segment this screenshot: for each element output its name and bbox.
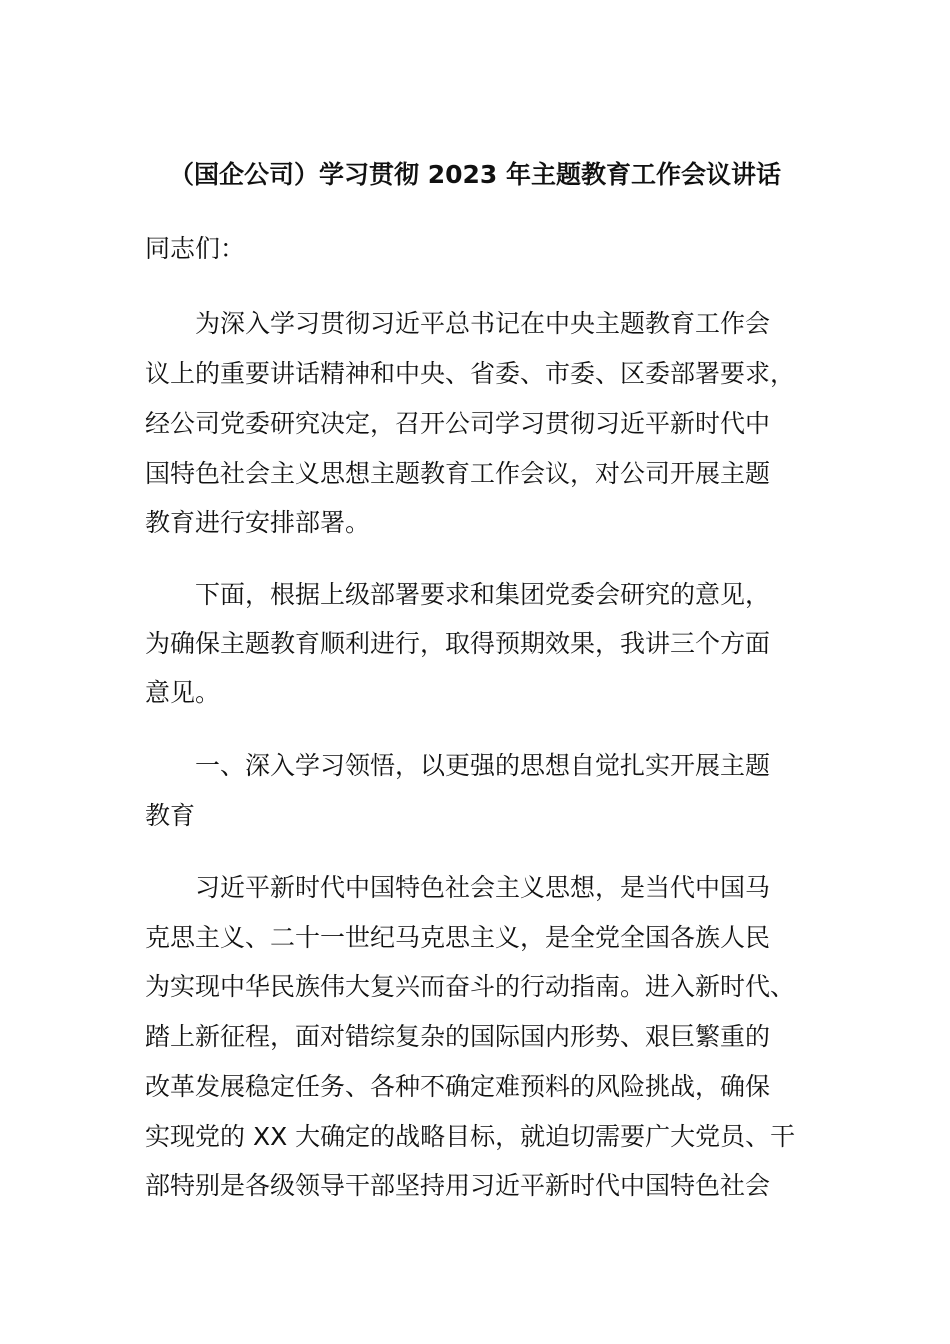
paragraph-line: 意见。 bbox=[145, 678, 221, 707]
document-title: （国企公司）学习贯彻 2023 年主题教育工作会议讲话 bbox=[169, 160, 781, 189]
section-heading-line: 一、深入学习领悟，以更强的思想自觉扎实开展主题 bbox=[195, 751, 771, 780]
paragraph-line: 实现党的 XX 大确定的战略目标，就迫切需要广大党员、干 bbox=[145, 1122, 796, 1151]
paragraph-line: 议上的重要讲话精神和中央、省委、市委、区委部署要求， bbox=[145, 359, 796, 388]
section-heading-line: 教育 bbox=[145, 801, 196, 830]
paragraph-line: 改革发展稳定任务、各种不确定难预料的风险挑战，确保 bbox=[145, 1072, 771, 1101]
paragraph-line: 为深入学习贯彻习近平总书记在中央主题教育工作会 bbox=[195, 309, 771, 338]
paragraph-line: 为确保主题教育顺利进行，取得预期效果，我讲三个方面 bbox=[145, 629, 771, 658]
paragraph-line: 国特色社会主义思想主题教育工作会议，对公司开展主题 bbox=[145, 459, 771, 488]
paragraph-line: 教育进行安排部署。 bbox=[145, 508, 371, 537]
paragraph-line: 经公司党委研究决定，召开公司学习贯彻习近平新时代中 bbox=[145, 409, 771, 438]
paragraph-line: 克思主义、二十一世纪马克思主义，是全党全国各族人民 bbox=[145, 923, 771, 952]
salutation: 同志们： bbox=[145, 234, 246, 263]
paragraph-line: 踏上新征程，面对错综复杂的国际国内形势、艰巨繁重的 bbox=[145, 1022, 771, 1051]
paragraph-line: 习近平新时代中国特色社会主义思想，是当代中国马 bbox=[195, 873, 771, 902]
paragraph-line: 部特别是各级领导干部坚持用习近平新时代中国特色社会 bbox=[145, 1171, 771, 1200]
paragraph-line: 下面，根据上级部署要求和集团党委会研究的意见， bbox=[195, 580, 771, 609]
paragraph-line: 为实现中华民族伟大复兴而奋斗的行动指南。进入新时代、 bbox=[145, 972, 796, 1001]
